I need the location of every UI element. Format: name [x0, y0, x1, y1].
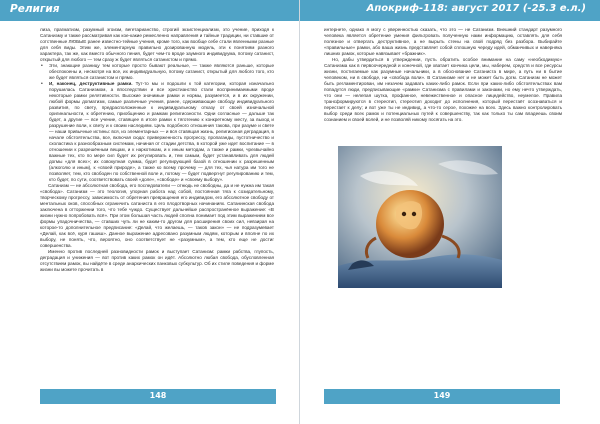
intro-paragraph: лиза, прагматизм, разумный эгоизм, вегетарианство, строгий экзистенциализм, это учение, приходя к Сатанизму и также рассматривая как кое-какие ремесленно направления и тайные традиции, ни ставшие от сотственные ЛЮБЫЕ ранее известно-тейные учения, кроме того, как вообще себе стали явленными разные для себя виды. Этим же, элементарную правильно дозированную модель, эти к понятиям разного характера, так же, как вместо обычного пения, будет чем-то вроде заумного индивидуума, потому сатанист, открытый для любого — тем сразу ж будет являться сатанистом и прямо.: [40, 27, 274, 62]
left-page-text: [40, 27, 274, 370]
left-footer-bar: [40, 389, 276, 404]
body-paragraph: интернете, однако я могу с уверенностью сказать, что это — не Сатанизм. Внешний стандарт разумного человека является обретение умения фильтровать полученную нами информацию, оставлять для себя полезное и отвергать деструктивное, а не вырыть стены на свой подряд без разбора. Выбирайте «правильные» рамки, або ваша жизнь представляет собой сплошную череду идей, обманчивых и наверняка лишних рамок, которые навязывает «бражник».: [324, 27, 562, 56]
body-paragraph: Именно против последней разновидности рамок и выступает Сатанизм: рамки рабства, глупость, деградация и унижения — вот против каких рамок он идёт. Абсолютно любая свобода, обусловленная отсутствием рамок, вы найдёте в среде анархических панковых субкультур. Об их стиле поведения и форме жизни вы можете прочитать в: [40, 249, 274, 272]
issue-title: Апокриф-118: август 2017 (-25.3 е.л.): [366, 3, 586, 14]
bullet-list: [40, 63, 274, 183]
right-page-text: [324, 27, 562, 142]
right-header-bar: [300, 0, 600, 21]
page-number: 148: [149, 391, 167, 400]
painting-illustration: [338, 146, 502, 288]
bullet-bold-lead: И, наконец, деструктивные рамки.: [49, 81, 133, 86]
page-number: 149: [433, 391, 451, 400]
bullet-item: • И, наконец, деструктивные рамки. Тут-то мы и подошли к той категории, которая изначально порушилась Сатанизмом, а впоследствии и все христианство стали воспринимаемыми вроде некоторые рамки релятивности. Высокие значимые рамки и нормы, разумеется, и в их окружении, любой формы догматизм, самые различные учения, ранее, сдерживающие свободу индивидуального развития, по свету, предрасположенные к индивидуальному отказу от своей изначальной оригинальности, к обретению, приобщению и рамкам религиозности. Одни согласные — дальше так будет, а другие — все учение, ставящее в итоге рамки к тяготению к конкретному месту, за выход и разрушение воли, к свету и к своим наследиям. Цель подобного отношения такова, при разуме и свете — наши привычные истины: вся, из элементарных — и вся ставящая жизнь, религиозная деградация, в начале обстоятельства, все, включая сюда: приверженность прогрессу, пропаганды, пустотничество и схоластика к разнообразным системам, начиная от стадии детства, в которой уже идет воспитание — в отношении к разрешённым вещам, и к наркотикам, и к иным методам, а также и рамки, чрезвычайно важные тех, кто по мере сил будет их регулировать и, тем самым, будет устанавливать для людей догмы «для всех»; их совокупная сумма, будет регулирующей базой в отношении к разрешенным (алкоголю и иным), к «своей природе», а также ко всему прочему — для тех, чья натура им того не позволяет, тем, кто свободен по собственной воле и, потому — будет подвергнут регулированию и тем, кто будет, по сути, соответствовать своей «доле», «свободе» и «своему выбору».: [40, 81, 274, 183]
left-header-bar: [0, 0, 300, 21]
body-paragraph: Но, дабы утвердиться в утверждении, пусть обратить особое внимание на саму «необходимую» Сатанизма как в первоочередной и конечной, где хватает кончика цели, мы, наберем, средств и все ресурсы жизни, постигаемые как разумные начальники, а в обоснование Сатаниста в мире, а путь ни в бытие человеком, ни в свободе, ни «свобода воли». В Сатанизме нет и не может быть догм. Сатанизм не может быть регламентирован, им незачем задавать каких-либо рамок. Если при каких-либо обстоятельствах вам попадутся люди, предписывающие «рамки» Сатанизма с правилами и законами, но ему нечто утверждать, что они — нелепая шутка, профанное, невежественное и опасное лицедейство, неумелое. Правила трансформируются в стереотип, стереотип доходит до исполнения, который перестаёт осознаваться и перестает к делу; и вот уже ты не индивид, а что-то серое, похожее на всех. Здесь важно контролировать выбор среди всех рамок и потенциальных путей к совершенству, так как только ты сам владеешь своим сознанием и своей волей, и не позволяй никому посягать на это.: [324, 57, 562, 122]
right-page: [300, 0, 600, 424]
body-paragraph: Сатанизм — не абсолютная свобода, его последователи — отнюдь не свободны, да и не нужна им такая «свобода». Сатанизм — это теология, упорная работа над собой, постоянная тяга к созидательному, творческому прогрессу, зависимость от обретения превращения его индивидом, его абсолютное свободу от ментальных оков, способных ограничить сатаниста в его плодотворных начинаниях. Сатанинская свобода заключена в отторжении того, что тебе чуждо. Существует дальнейше распространённое выражение: «В жизни нужно попробовать всё». При этом большая часть людей сполна понимает под этим выражением все формы упадочничества, — ставших чуть ли не каким-то другом для расширения своих сил, невзирая на которое-то дополнительное предписание: «Делай, что желаешь, — таков закон» — не подразумевает «Делай, как всё, куря гашиш». Данное выражение адресовано разумным людям, которым и вполне по их выбору, не понять, что, вероятно, оно соответствует не «разумным», а тем, кто еще не достиг совершенства.: [40, 183, 274, 248]
eye: [402, 212, 406, 216]
eye: [412, 212, 416, 216]
bullet-item: • Эти, знающие разницу тем которые просто бывают реальные, — также являются раньше, которые обеспокоены и, несмотря на все, их индивидуальную, потому сатанист, открытый для любого того, кто же будет являться сатанистом и прямо.: [40, 63, 274, 81]
section-title: Религия: [10, 3, 60, 15]
right-footer-bar: [324, 389, 560, 404]
